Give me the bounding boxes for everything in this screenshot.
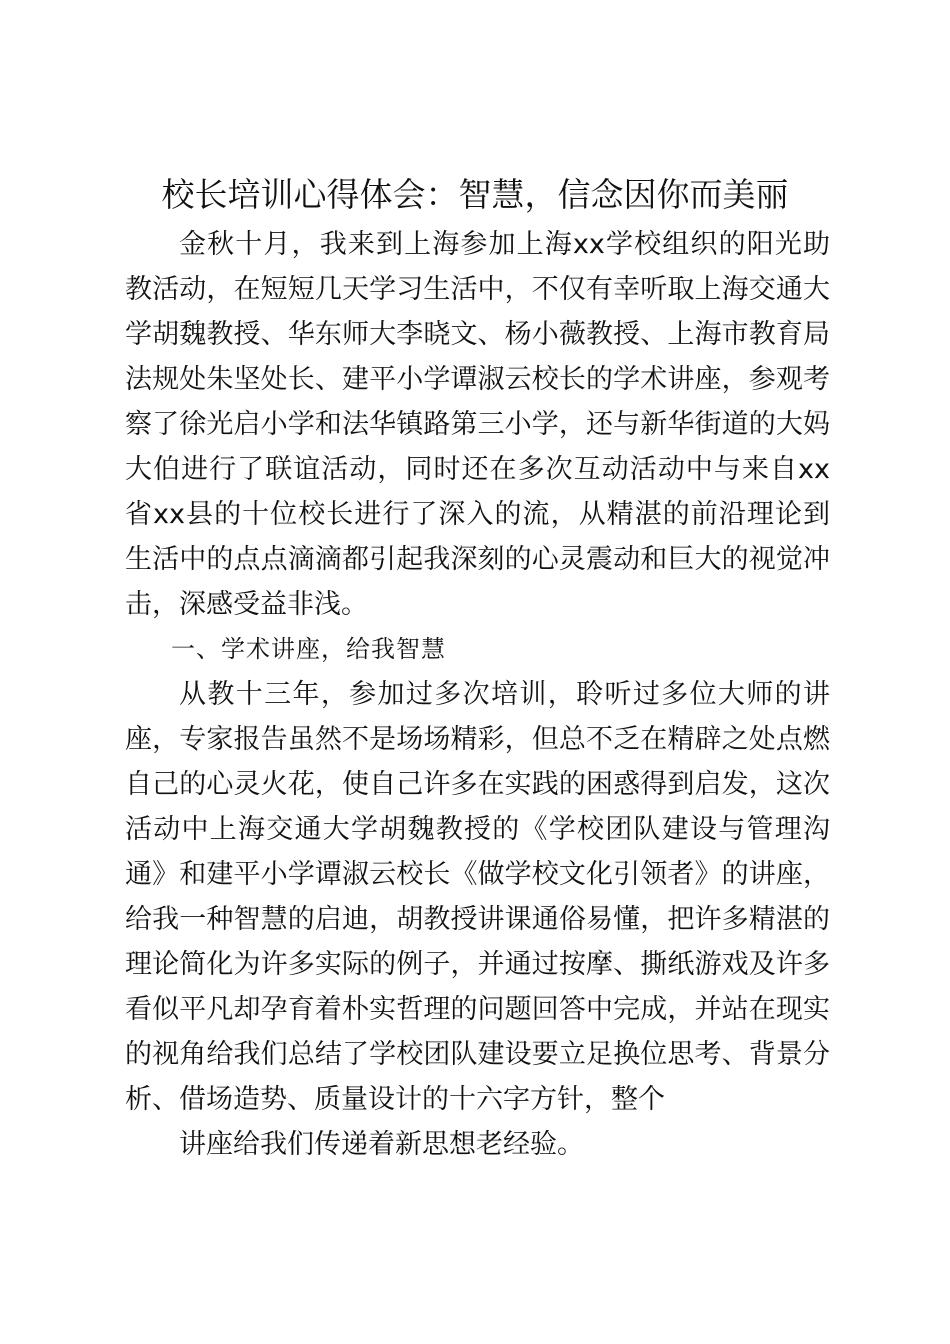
paragraph-lectures: 从教十三年，参加过多次培训，聆听过多位大师的讲座，专家报告虽然不是场场精彩，但总不乏在精辟之处点燃自己的心灵火花，使自己许多在实践的困惑得到启发，这次活动中上海交通大学胡魏教授的《学校团队建设与管理沟通》和建平小学谭淑云校长《做学校文化引领者》的讲座，给我一种智慧的启迪，胡教授讲课通俗易懂，把许多精湛的理论简化为许多实际的例子，并通过按摩、撕纸游戏及许多看似平凡却孕育着朴实哲理的问题回答中完成，并站在现实的视角给我们总结了学校团队建设要立足换位思考、背景分析、借场造势、质量设计的十六字方针，整个 bbox=[125, 679, 830, 1115]
document-body bbox=[125, 222, 830, 1167]
paragraph-intro: 金秋十月，我来到上海参加上海xx学校组织的阳光助教活动，在短短几天学习生活中，不仅有幸听取上海交通大学胡魏教授、华东师大李晓文、杨小薇教授、上海市教育局法规处朱坚处长、建平小学谭淑云校长的学术讲座，参观考察了徐光启小学和法华镇路第三小学，还与新华街道的大妈大伯进行了联谊活动，同时还在多次互动活动中与来自xx省xx县的十位校长进行了深入的流，从精湛的前沿理论到生活中的点点滴滴都引起我深刻的心灵震动和巨大的视觉冲击，深感受益非浅。 bbox=[125, 229, 830, 620]
section-heading: 一、学术讲座，给我智慧 bbox=[171, 635, 446, 663]
document-title: 校长培训心得体会：智慧，信念因你而美丽 bbox=[161, 175, 789, 214]
paragraph-closing: 讲座给我们传递着新思想老经验。 bbox=[179, 1129, 584, 1160]
